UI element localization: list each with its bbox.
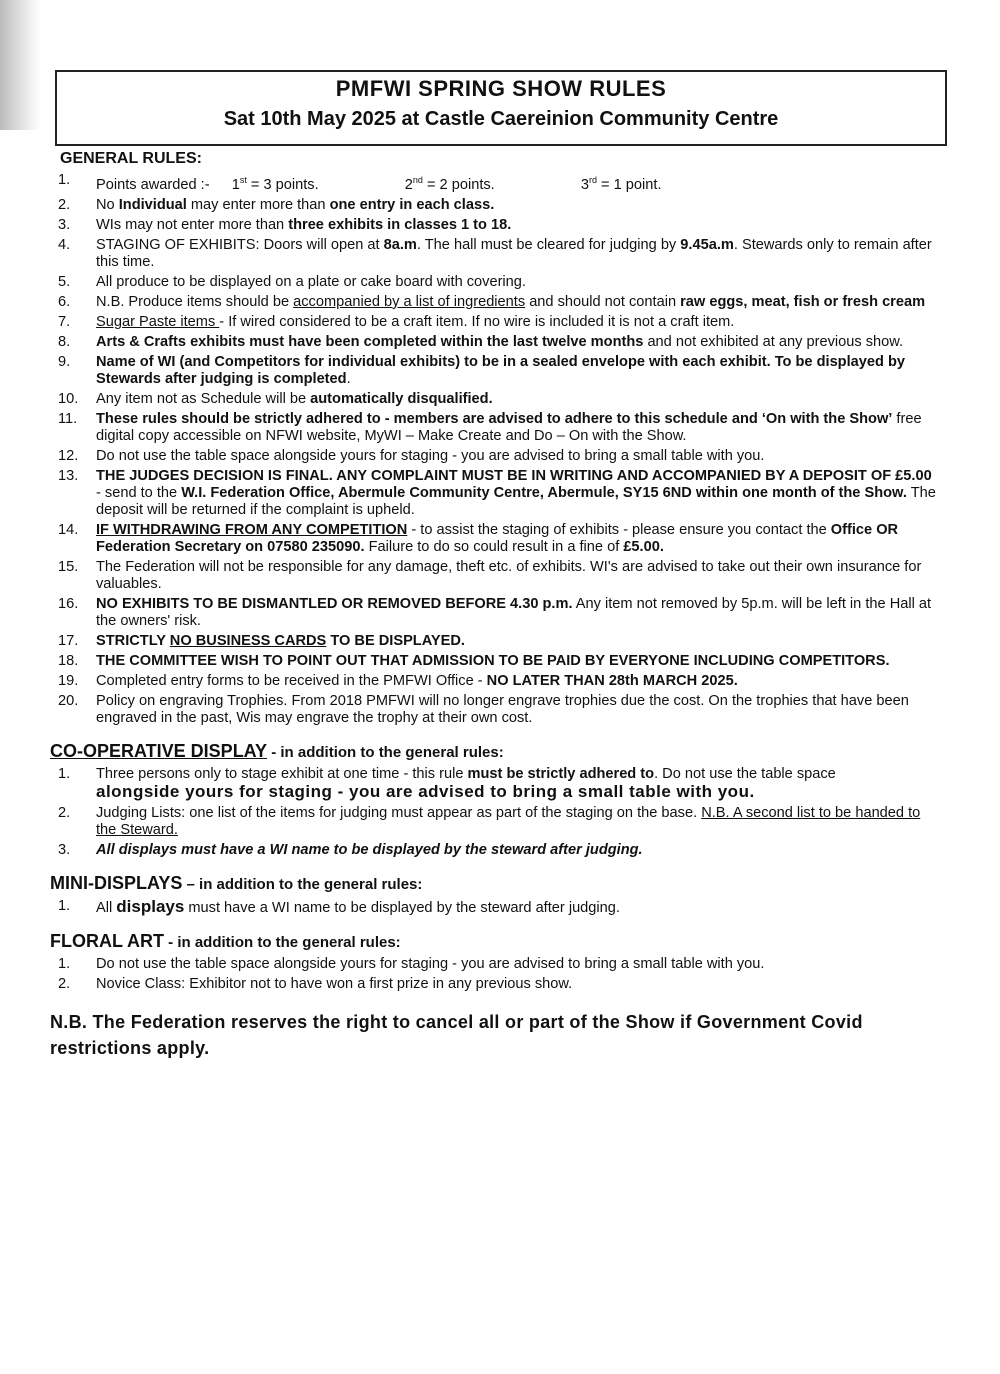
floral-art-list <box>50 956 940 993</box>
list-item: 2. Novice Class: Exhibitor not to have won a first prize in any previous show. <box>58 975 573 992</box>
list-item: 7. Sugar Paste items - If wired considered to be a craft item. If no wire is included it is not a craft item. <box>58 313 735 330</box>
list-item: 2. Judging Lists: one list of the items for judging must appear as part of the staging on the base. N.B. A second list to be handed to the Steward. <box>58 804 921 838</box>
general-rules-list <box>50 172 940 727</box>
coop-rules-list <box>50 766 940 859</box>
list-item: 12. Do not use the table space alongside yours for staging - you are advised to bring a small table with you. <box>58 447 765 464</box>
list-item: 9. Name of WI (and Competitors for individual exhibits) to be in a sealed envelope with each exhibit. To be displayed by Stewards after judging is completed. <box>58 353 906 387</box>
list-item: 2. No Individual may enter more than one entry in each class. <box>58 196 495 213</box>
list-item: 11. These rules should be strictly adhered to - members are advised to adhere to this schedule and ‘On with the Show’ free digital copy accessible on NFWI website, MyWI – Make Create and Do – On with the Show. <box>58 410 922 444</box>
list-item: 3. All displays must have a WI name to be displayed by the steward after judging. <box>58 841 643 858</box>
first-place-points: 1st = 3 points. <box>231 175 319 193</box>
coop-display-heading: CO-OPERATIVE DISPLAY - in addition to the general rules: <box>50 740 504 761</box>
rules-content <box>50 150 940 1061</box>
item-number: 1. <box>58 172 71 188</box>
list-item: 19. Completed entry forms to be received in the PMFWI Office - NO LATER THAN 28th MARCH 2025. <box>58 672 738 689</box>
list-item: 1. All displays must have a WI name to be displayed by the steward after judging. <box>58 896 620 916</box>
title-box <box>55 70 947 146</box>
list-item: 20. Policy on engraving Trophies. From 2018 PMFWI will no longer engrave trophies due the cost. On the trophies that have been engraved in the past, Wis may engrave the trophy at their own cost. <box>58 692 909 726</box>
document-title: PMFWI SPRING SHOW RULES <box>335 76 667 101</box>
general-rules-heading: GENERAL RULES: <box>60 150 202 167</box>
list-item: 1. Do not use the table space alongside yours for staging - you are advised to bring a small table with you. <box>58 955 765 972</box>
list-item <box>50 172 940 194</box>
list-item: 14. IF WITHDRAWING FROM ANY COMPETITION - to assist the staging of exhibits - please ensure you contact the Office OR Federation Secretary on 07580 235090. Failure to do so could result in a fine of £5.00. <box>58 521 899 555</box>
list-item: 8. Arts & Crafts exhibits must have been completed within the last twelve months and not exhibited at any previous show. <box>58 333 904 350</box>
list-item: 18. THE COMMITTEE WISH TO POINT OUT THAT ADMISSION TO BE PAID BY EVERYONE INCLUDING COMPETITORS. <box>58 652 890 669</box>
list-item: 17. STRICTLY NO BUSINESS CARDS TO BE DISPLAYED. <box>58 632 465 649</box>
points-label: Points awarded :- <box>96 176 210 193</box>
document-subtitle: Sat 10th May 2025 at Castle Caereinion Community Centre <box>223 108 779 130</box>
second-place-points: 2nd = 2 points. <box>404 175 495 193</box>
list-item: 4. STAGING OF EXHIBITS: Doors will open at 8a.m. The hall must be cleared for judging by 9.45a.m. Stewards only to remain after this time. <box>58 236 932 270</box>
third-place-points: 3rd = 1 point. <box>580 175 662 193</box>
list-item: 3. WIs may not enter more than three exhibits in classes 1 to 18. <box>58 216 512 233</box>
list-item: 10. Any item not as Schedule will be automatically disqualified. <box>58 390 493 407</box>
list-item: 6. N.B. Produce items should be accompanied by a list of ingredients and should not contain raw eggs, meat, fish or fresh cream <box>58 293 926 310</box>
list-item: 16. NO EXHIBITS TO BE DISMANTLED OR REMOVED BEFORE 4.30 p.m. Any item not removed by 5p.m. will be left in the Hall at the owners' risk. <box>58 595 932 629</box>
mini-displays-list <box>50 898 940 917</box>
floral-art-heading: FLORAL ART - in addition to the general rules: <box>50 930 401 951</box>
mini-displays-heading: MINI-DISPLAYS – in addition to the general rules: <box>50 872 423 893</box>
list-item: 5. All produce to be displayed on a plate or cake board with covering. <box>58 273 526 290</box>
scan-edge-shadow <box>0 0 40 130</box>
list-item: 13. THE JUDGES DECISION IS FINAL. ANY COMPLAINT MUST BE IN WRITING AND ACCOMPANIED BY A DEPOSIT OF £5.00 - send to the W.I. Federation Office, Abermule Community Centre, Abermule, SY15 6ND within one month of the Show. The deposit will be returned if the complaint is upheld. <box>58 467 936 518</box>
list-item: 15. The Federation will not be responsible for any damage, theft etc. of exhibits. WI's are advised to take out their own insurance for valuables. <box>58 558 922 592</box>
list-item: 1. Three persons only to stage exhibit at one time - this rule must be strictly adhered to. Do not use the table space alongside yours for staging - you are advised to bring a small table with you. <box>58 765 836 801</box>
covid-notice: N.B. The Federation reserves the right to cancel all or part of the Show if Government Covid restrictions apply. <box>50 1011 863 1058</box>
